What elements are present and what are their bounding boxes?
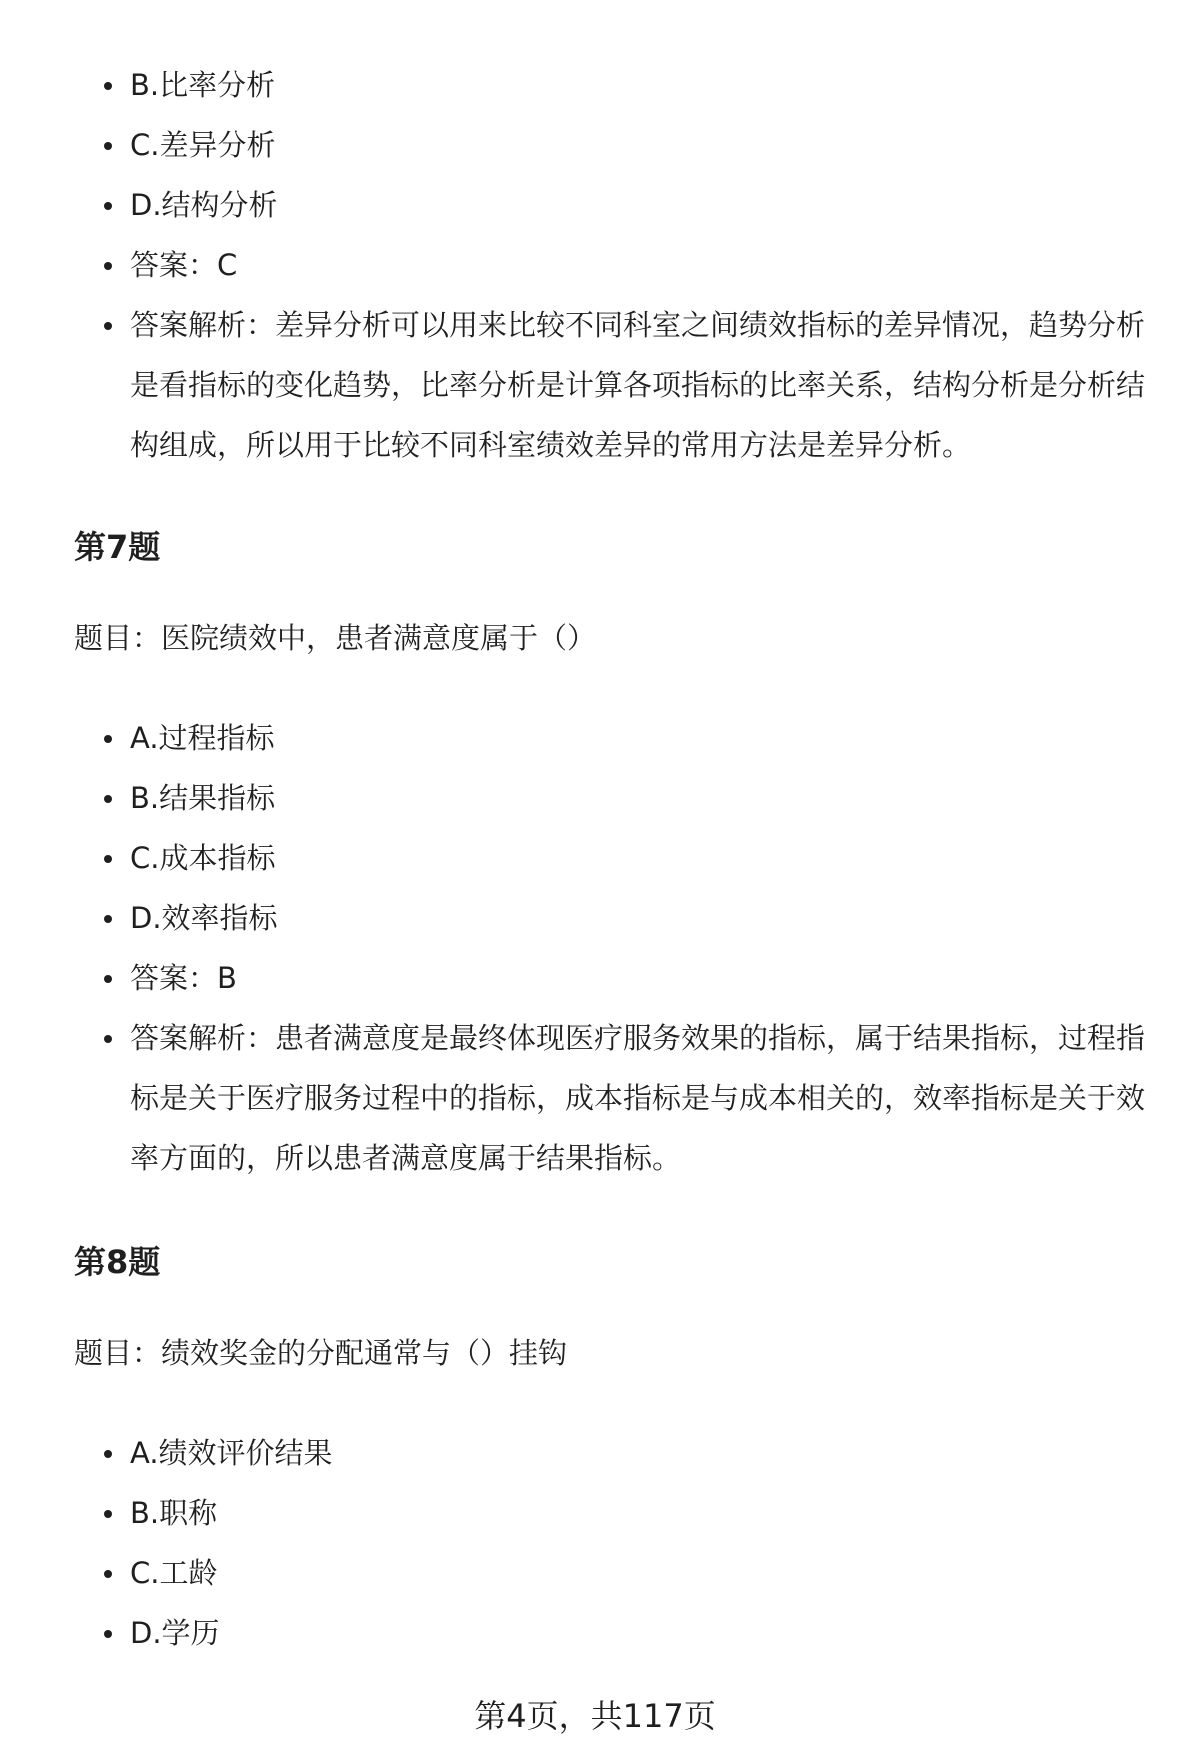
bullet-icon <box>104 915 112 923</box>
answer-text: 答案：B <box>130 961 237 995</box>
option-text: C.工龄 <box>130 1556 218 1590</box>
analysis-text: 答案解析：患者满意度是最终体现医疗服务效果的指标，属于结果指标，过程指标是关于医疗服务过程中的指标，成本指标是与成本相关的，效率指标是关于效率方面的，所以患者满意度属于结果指标。 <box>130 1021 1146 1175</box>
option-item <box>104 768 1164 828</box>
bullet-icon <box>104 322 112 330</box>
page-number: 第4页，共117页 <box>474 1697 716 1735</box>
bullet-icon <box>104 1035 112 1043</box>
option-text: C.差异分析 <box>130 128 276 162</box>
question-heading: 第8题 <box>74 1243 161 1281</box>
option-item <box>104 708 1164 768</box>
answer-item <box>104 235 1164 295</box>
option-item <box>104 1543 1164 1603</box>
answer-item <box>104 948 1164 1008</box>
option-text: C.成本指标 <box>130 841 276 875</box>
option-text: A.绩效评价结果 <box>130 1436 333 1470</box>
bullet-icon <box>104 1630 112 1638</box>
option-text: B.结果指标 <box>130 781 276 815</box>
option-item <box>104 828 1164 888</box>
analysis-item <box>104 295 1164 475</box>
option-text: B.职称 <box>130 1496 218 1530</box>
bullet-icon <box>104 795 112 803</box>
option-item <box>104 888 1164 948</box>
q6-options-list <box>104 55 1164 475</box>
option-text: A.过程指标 <box>130 721 275 755</box>
option-text: D.学历 <box>130 1616 220 1650</box>
option-item <box>104 1423 1164 1483</box>
question-text: 题目：绩效奖金的分配通常与（）挂钩 <box>74 1336 568 1370</box>
bullet-icon <box>104 202 112 210</box>
bullet-icon <box>104 1510 112 1518</box>
bullet-icon <box>104 975 112 983</box>
bullet-icon <box>104 142 112 150</box>
bullet-icon <box>104 262 112 270</box>
bullet-icon <box>104 1570 112 1578</box>
bullet-icon <box>104 855 112 863</box>
answer-text: 答案：C <box>130 248 238 282</box>
question-text: 题目：医院绩效中，患者满意度属于（） <box>74 621 597 655</box>
question-heading: 第7题 <box>74 528 161 566</box>
bullet-icon <box>104 735 112 743</box>
option-item <box>104 115 1164 175</box>
q8-options-list <box>104 1423 1164 1663</box>
bullet-icon <box>104 1450 112 1458</box>
option-item <box>104 1483 1164 1543</box>
option-item <box>104 1603 1164 1663</box>
option-item <box>104 55 1164 115</box>
bullet-icon <box>104 82 112 90</box>
option-item <box>104 175 1164 235</box>
option-text: D.效率指标 <box>130 901 278 935</box>
q7-options-list <box>104 708 1164 1188</box>
analysis-item <box>104 1008 1164 1188</box>
option-text: D.结构分析 <box>130 188 278 222</box>
option-text: B.比率分析 <box>130 68 276 102</box>
analysis-text: 答案解析：差异分析可以用来比较不同科室之间绩效指标的差异情况，趋势分析是看指标的变化趋势，比率分析是计算各项指标的比率关系，结构分析是分析结构组成，所以用于比较不同科室绩效差异的常用方法是差异分析。 <box>130 308 1146 462</box>
